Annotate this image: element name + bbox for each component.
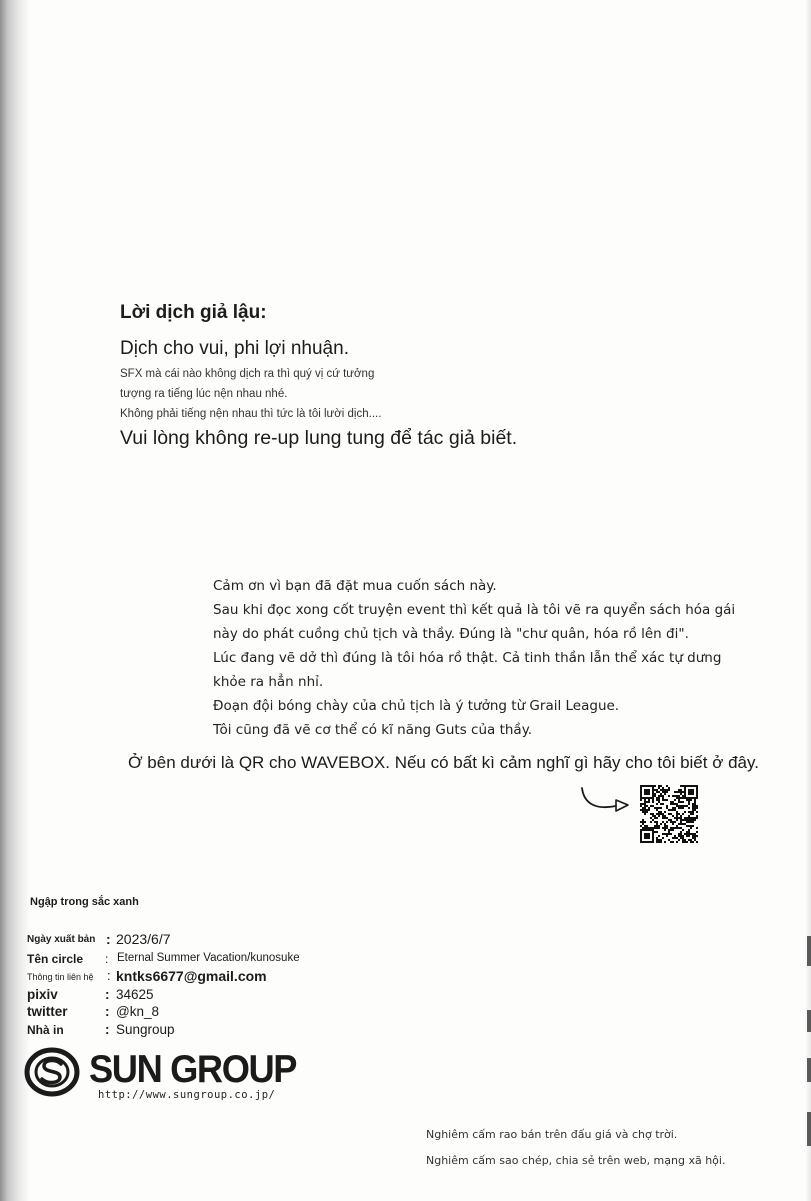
- translator-note-small-line: Không phải tiếng nện nhau thì tức là tôi lười dịch....: [120, 408, 382, 420]
- colophon-value: Sungroup: [116, 1022, 175, 1037]
- colophon-value: 2023/6/7: [116, 931, 171, 947]
- colophon-label: Thông tin liên hệ: [27, 972, 94, 982]
- colophon-value: @kn_8: [116, 1004, 159, 1019]
- colophon-label: pixiv: [27, 987, 58, 1002]
- colophon-separator: :: [105, 1022, 110, 1037]
- notice-line: Nghiêm cấm sao chép, chia sẻ trên web, mạng xã hội.: [426, 1154, 726, 1167]
- qr-code-icon[interactable]: [640, 785, 698, 843]
- translator-note-small-line: SFX mà cái nào không dịch ra thì quý vị cứ tưởng: [120, 368, 375, 380]
- edge-mark: [807, 1112, 811, 1146]
- colophon-separator: :: [105, 987, 110, 1002]
- colophon-separator: :: [107, 968, 111, 983]
- translator-note-heading: Lời dịch giả lậu:: [120, 302, 267, 323]
- author-note-line: Đoạn đội bóng chày của chủ tịch là ý tưởng từ Grail League.: [213, 698, 620, 714]
- curved-arrow-icon: [578, 784, 636, 820]
- author-note: [213, 574, 735, 742]
- translator-note-line: Dịch cho vui, phi lợi nhuận.: [120, 338, 349, 359]
- qr-intro-text: Ở bên dưới là QR cho WAVEBOX. Nếu có bất kì cảm nghĩ gì hãy cho tôi biết ở đây.: [128, 753, 759, 772]
- colophon-value: Eternal Summer Vacation/kunosuke: [117, 952, 300, 964]
- colophon-label: Tên circle: [27, 952, 84, 966]
- edge-mark: [807, 1010, 811, 1032]
- edge-mark: [807, 1058, 811, 1082]
- colophon-separator: :: [106, 931, 111, 947]
- colophon-separator: :: [105, 952, 109, 966]
- translator-note-request: Vui lòng không re-up lung tung để tác giả biết.: [120, 427, 518, 449]
- author-note-line: Lúc đang vẽ dở thì đúng là tôi hóa rồ thật. Cả tinh thần lẫn thể xác tự dưng: [213, 650, 722, 666]
- colophon-label: twitter: [27, 1004, 68, 1019]
- author-note-line: Cảm ơn vì bạn đã đặt mua cuốn sách này.: [213, 578, 497, 594]
- page-gutter-shadow: [0, 0, 30, 1201]
- author-note-line: Sau khi đọc xong cốt truyện event thì kết quả là tôi vẽ ra quyển sách hóa gái: [213, 602, 736, 618]
- author-note-line: khỏe ra hẳn nhỉ.: [213, 674, 324, 690]
- sun-group-logo-text: SUN GROUP: [89, 1048, 297, 1091]
- colophon-label: Nhà in: [27, 1023, 64, 1037]
- colophon-separator: :: [105, 1004, 110, 1019]
- colophon-value: kntks6677@gmail.com: [116, 968, 267, 984]
- edge-mark: [807, 936, 811, 966]
- prohibition-notices: [426, 1122, 725, 1174]
- sun-group-logo-icon: [24, 1046, 80, 1098]
- colophon-label: Ngày xuất bản: [27, 934, 96, 945]
- colophon-value: 34625: [116, 987, 154, 1002]
- author-note-line: Tôi cũng đã vẽ cơ thể có kĩ năng Guts của thầy.: [213, 722, 533, 738]
- author-note-line: này do phát cuồng chủ tịch và thầy. Đúng là "chư quân, hóa rồ lên đi".: [213, 626, 689, 642]
- notice-line: Nghiêm cấm rao bán trên đấu giá và chợ trời.: [426, 1128, 678, 1141]
- book-title: Ngập trong sắc xanh: [30, 896, 139, 908]
- translator-note-small-line: tượng ra tiếng lúc nện nhau nhé.: [120, 388, 288, 400]
- printer-url[interactable]: http://www.sungroup.co.jp/: [98, 1089, 276, 1101]
